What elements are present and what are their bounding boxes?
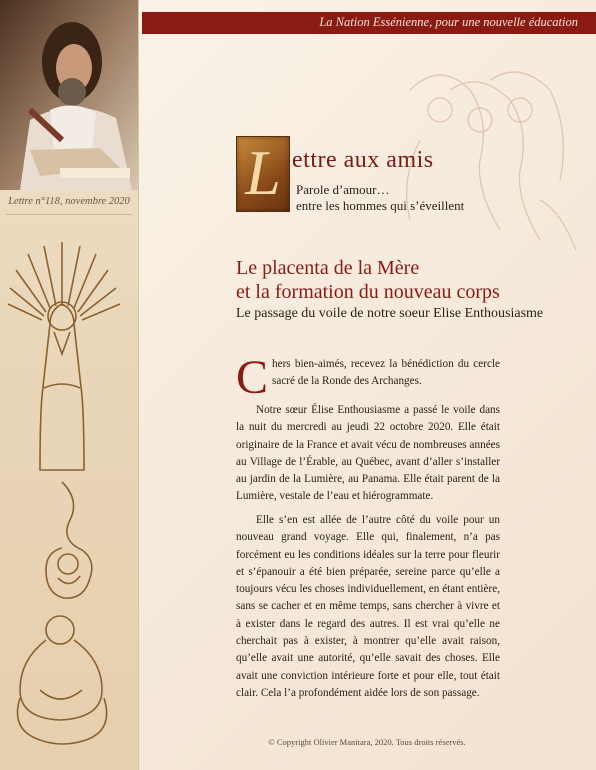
- paragraph-3: Elle s’en est allée de l’autre côté du voile pour un nouveau grand voyage. Elle qui, finalement, n’a pas forcément eu les conditions idéales sur la terre pour fleurir et s’épanouir a été bien préparée, sereine parce qu’elle a toujours vécu les choses individuellement, en étant entière, sans se cacher et en même temps, sans chercher à vivre et à exister dans le regard des autres. Il est vrai qu’elle ne cherchait pas à exister, à montrer qu’elle avait raison, qu’elle avait une autorité, qu’elle savait des choses. Elle avait une conviction intérieure forte et pour elle, tout était clair. Cela l’a profondément aidée lors de son passage.: [236, 514, 500, 699]
- header-band: [142, 12, 596, 34]
- mother-illustration: [0, 220, 138, 770]
- article-title: [236, 256, 500, 304]
- article-title-line-1: Le placenta de la Mère: [236, 257, 420, 279]
- copyright-footer: © Copyright Olivier Manitara, 2020. Tous droits réservés.: [268, 737, 466, 747]
- paragraph-1: [236, 351, 500, 404]
- masthead-initial: L: [245, 137, 281, 208]
- sun-rays-icon: [8, 242, 120, 320]
- article-title-line-2: et la formation du nouveau corps: [236, 281, 500, 303]
- author-photo: [0, 0, 138, 190]
- masthead-subtitle: [296, 182, 464, 214]
- header-tagline: La Nation Essénienne, pour une nouvelle éducation: [319, 15, 578, 29]
- subtitle-line-1: Parole d’amour…: [296, 182, 390, 197]
- masthead-initial-box: [236, 136, 290, 212]
- divider: [6, 214, 132, 215]
- letter-number: Lettre n°118, novembre 2020: [8, 196, 130, 207]
- left-sidebar: [0, 0, 139, 770]
- masthead-title: ettre aux amis: [292, 147, 434, 173]
- paragraph-2: Notre sœur Élise Enthousiasme a passé le voile dans la nuit du mercredi au jeudi 22 octobre 2020. Elle était originaire de la France et avait vécu de nombreuses années au Village de l’Érable, au Québec, avant d’aller s’installer au jardin de la Lumière, au Panama. Elle était parent de la Lumière, vestale de l’eau et hiérogrammate.: [236, 404, 500, 503]
- paragraph-1-text: hers bien-aimés, recevez la bénédiction du cercle sacré de la Ronde des Archanges.: [272, 358, 500, 388]
- subtitle-line-2: entre les hommes qui s’éveillent: [296, 198, 465, 213]
- drop-cap: C: [236, 351, 269, 404]
- article-dek: Le passage du voile de notre soeur Elise Enthousiasme: [236, 306, 544, 321]
